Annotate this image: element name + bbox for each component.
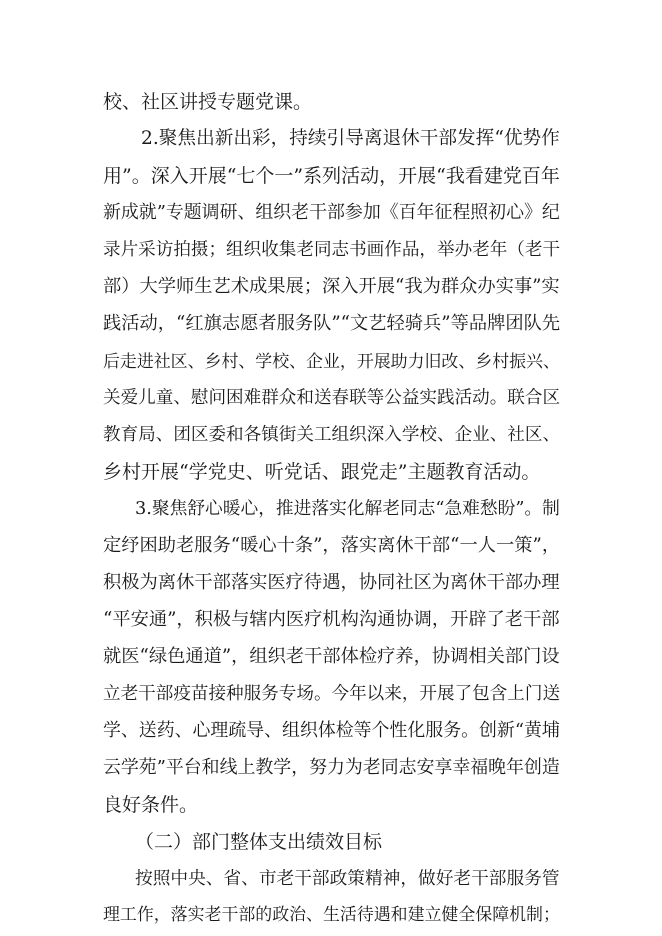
text-line	[0, 749, 662, 787]
text-line	[0, 453, 662, 491]
line-text: 后走进社区、乡村、学校、企业，开展助力旧改、乡村振兴、	[103, 351, 560, 371]
line-text: 关爱儿童、慰问困难群众和送春联等公益实践活动。联合区	[103, 388, 561, 408]
line-text: 教育局、团区委和各镇街关工组织深入学校、企业、社区、	[103, 425, 561, 445]
text-line	[0, 564, 662, 602]
text-line	[0, 675, 662, 713]
text-line	[0, 860, 662, 898]
line-text: “平安通”，积极与辖内医疗机构沟通协调，开辟了老干部	[103, 609, 560, 630]
line-text: 就医“绿色通道”，组织老干部体检疗养，协调相关部门设	[103, 646, 560, 667]
line-text: 校、社区讲授专题党课。	[103, 91, 313, 113]
line-text: 定纾困助老服务“暖心十条”，落实离休干部“一人一策”，	[103, 535, 561, 556]
text-line	[0, 601, 662, 639]
text-line	[0, 231, 662, 269]
line-text: 乡村开展“学党史、听党话、跟党走”主题教育活动。	[103, 461, 541, 483]
line-text: 录片采访拍摄；组织收集老同志书画作品，举办老年（老干	[103, 240, 561, 260]
text-line	[0, 268, 662, 306]
text-line	[0, 712, 662, 750]
text-line	[0, 638, 662, 676]
line-text: 践活动，“红旗志愿者服务队”“文艺轻骑兵”等品牌团队先	[103, 313, 561, 334]
section-heading-text: （二）部门整体支出绩效目标	[135, 831, 383, 853]
line-text: 积极为离休干部落实医疗待遇，协同社区为离休干部办理	[103, 572, 560, 593]
line-text: 云学苑”平台和线上教学，努力为老同志安享幸福晚年创造	[103, 757, 560, 778]
text-line	[0, 305, 662, 343]
line-text: 新成就”专题调研、组织老干部参加《百年征程照初心》纪	[103, 202, 560, 223]
line-text: 理工作，落实老干部的政治、生活待遇和建立健全保障机制；	[103, 904, 560, 924]
text-line	[0, 120, 662, 158]
section-heading	[0, 823, 662, 861]
line-text: 立老干部疫苗接种服务专场。今年以来，开展了包含上门送	[103, 684, 561, 704]
line-text: 部）大学师生艺术成果展；深入开展“我为群众办实事”实	[103, 276, 560, 297]
line-text: 用”。深入开展“七个一”系列活动，开展“我看建党百年	[103, 165, 560, 187]
text-line	[0, 786, 662, 824]
text-line	[0, 416, 662, 454]
text-line	[0, 342, 662, 380]
text-line	[0, 157, 662, 195]
line-text: 2.聚焦出新出彩，持续引导离退休干部发挥“优势作	[141, 128, 560, 149]
line-text: 3.聚焦舒心暖心，推进落实化解老同志“急难愁盼”。制	[135, 499, 560, 519]
text-line	[0, 83, 662, 121]
text-line	[0, 490, 662, 528]
line-text: 良好条件。	[103, 794, 199, 816]
line-text: 按照中央、省、市老干部政策精神，做好老干部服务管	[135, 869, 560, 889]
text-line	[0, 895, 662, 933]
line-text: 学、送药、心理疏导、组织体检等个性化服务。创新“黄埔	[103, 720, 560, 741]
text-line	[0, 194, 662, 232]
text-line	[0, 379, 662, 417]
text-line	[0, 527, 662, 565]
